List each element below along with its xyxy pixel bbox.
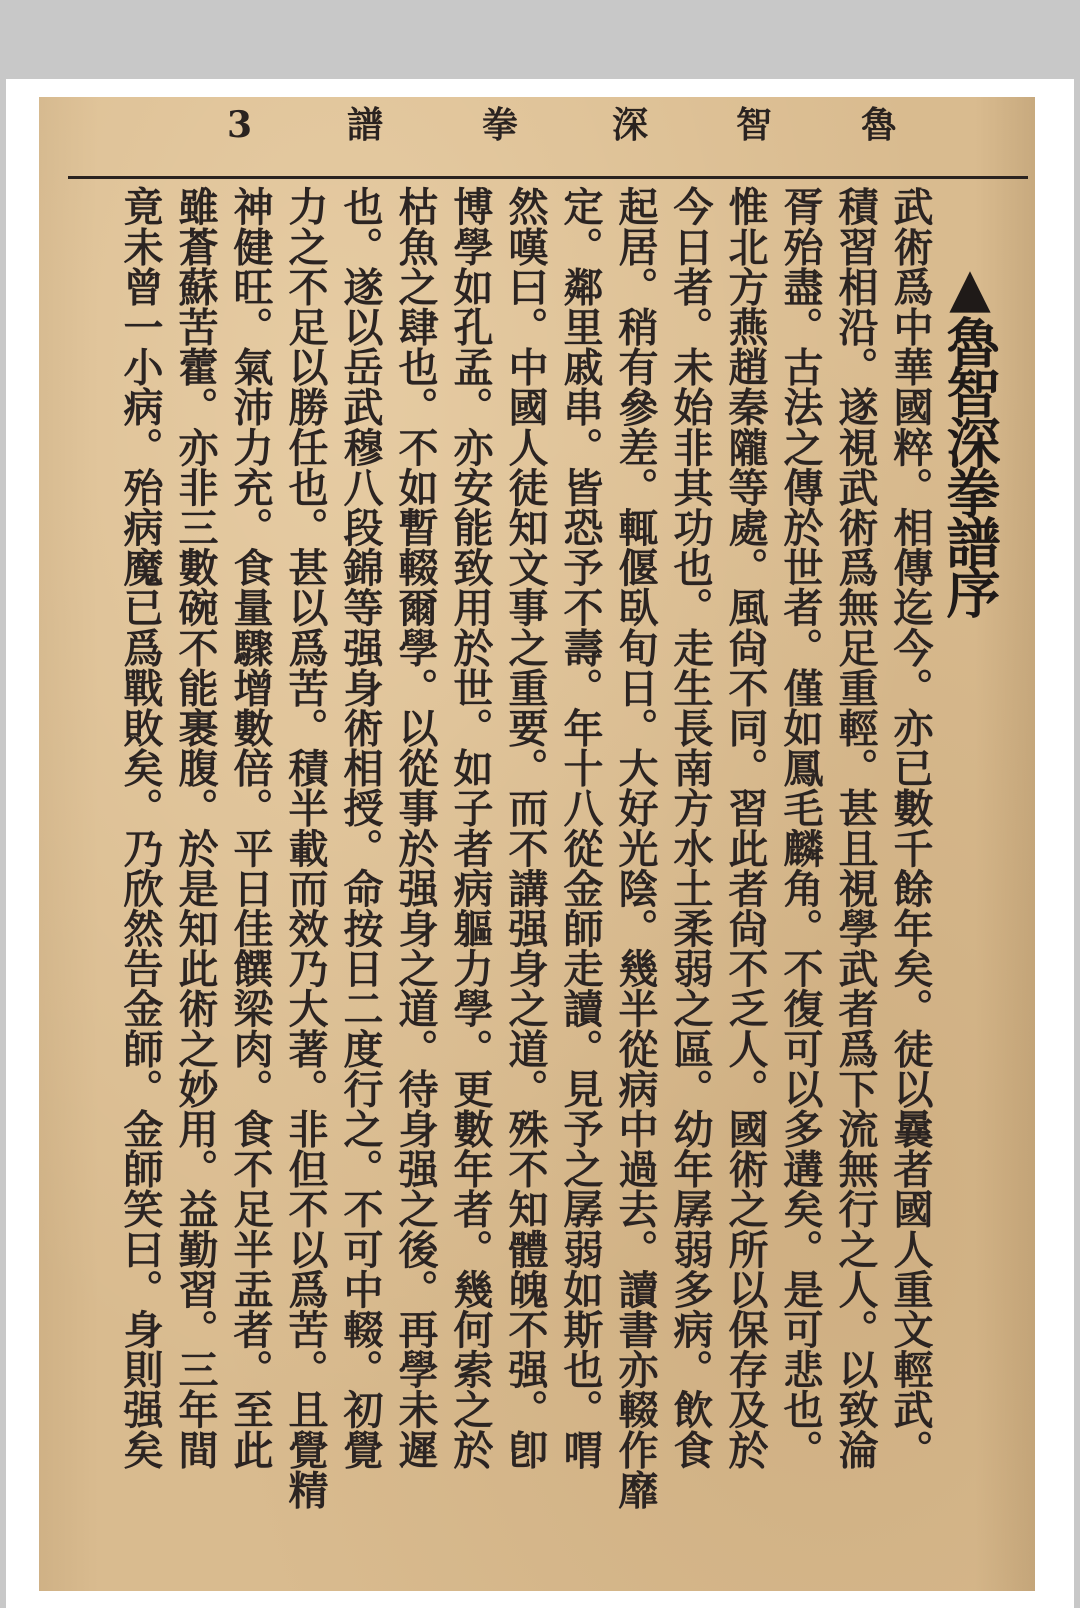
- text-column: 竟未曾一小病。殆病魔已爲戰敗矣。乃欣然告金師。金師笑曰。身則强矣: [117, 186, 164, 1470]
- text-column: 力之不足以勝任也。甚以爲苦。積半載而效乃大著。非但不以爲苦。且覺精: [282, 186, 329, 1510]
- text-column: 今日者。未始非其功也。走生長南方水土柔弱之區。幼年孱弱多病。飲食: [667, 186, 714, 1470]
- text-column: 積習相沿。遂視武術爲無足重輕。甚且視學武者爲下流無行之人。以致淪: [832, 186, 879, 1470]
- header-char: 深: [612, 104, 649, 146]
- text-column: 惟北方燕趙秦隴等處。風尙不同。習此者尙不乏人。國術之所以保存及於: [722, 186, 769, 1470]
- text-column: 神健旺。氣沛力充。食量驟增數倍。平日佳饌梁肉。食不足半盂者。至此: [227, 186, 274, 1470]
- text-column: 起居。稍有參差。輒偃臥旬日。大好光陰。幾半從病中過去。讀書亦輟作靡: [612, 186, 659, 1510]
- text-column: 然嘆曰。中國人徒知文事之重要。而不講强身之道。殊不知體魄不强。卽: [502, 186, 549, 1470]
- header-char: 智: [736, 104, 773, 146]
- text-column: 定。鄰里戚串。皆恐予不壽。年十八從金師走讀。見予之孱弱如斯也。喟: [557, 186, 604, 1470]
- text-column: 枯魚之肆也。不如暫輟爾學。以從事於强身之道。待身强之後。再學未遲: [392, 186, 439, 1470]
- header-char: 拳: [482, 104, 519, 146]
- text-column: 武術爲中華國粹。相傳迄今。亦已數千餘年矣。徒以曩者國人重文輕武。: [887, 186, 934, 1470]
- header-rule: [68, 176, 1028, 179]
- section-title: ▲魯智深拳譜序: [938, 255, 1002, 615]
- text-column: 博學如孔孟。亦安能致用於世。如子者病軀力學。更數年者。幾何索之於: [447, 186, 494, 1470]
- text-column: 也。遂以岳武穆八段錦等强身術相授。命按日二度行之。不可中輟。初覺: [337, 186, 384, 1470]
- page-number: 3: [227, 104, 253, 146]
- text-column: 雖蒼蘇苦藿。亦非三數碗不能裹腹。於是知此術之妙用。益勤習。三年間: [172, 186, 219, 1470]
- text-column: 胥殆盡。古法之傳於世者。僅如鳳毛麟角。不復可以多遘矣。是可悲也。: [777, 186, 824, 1470]
- header-char: 魯: [861, 104, 898, 146]
- header-char: 譜: [347, 104, 384, 146]
